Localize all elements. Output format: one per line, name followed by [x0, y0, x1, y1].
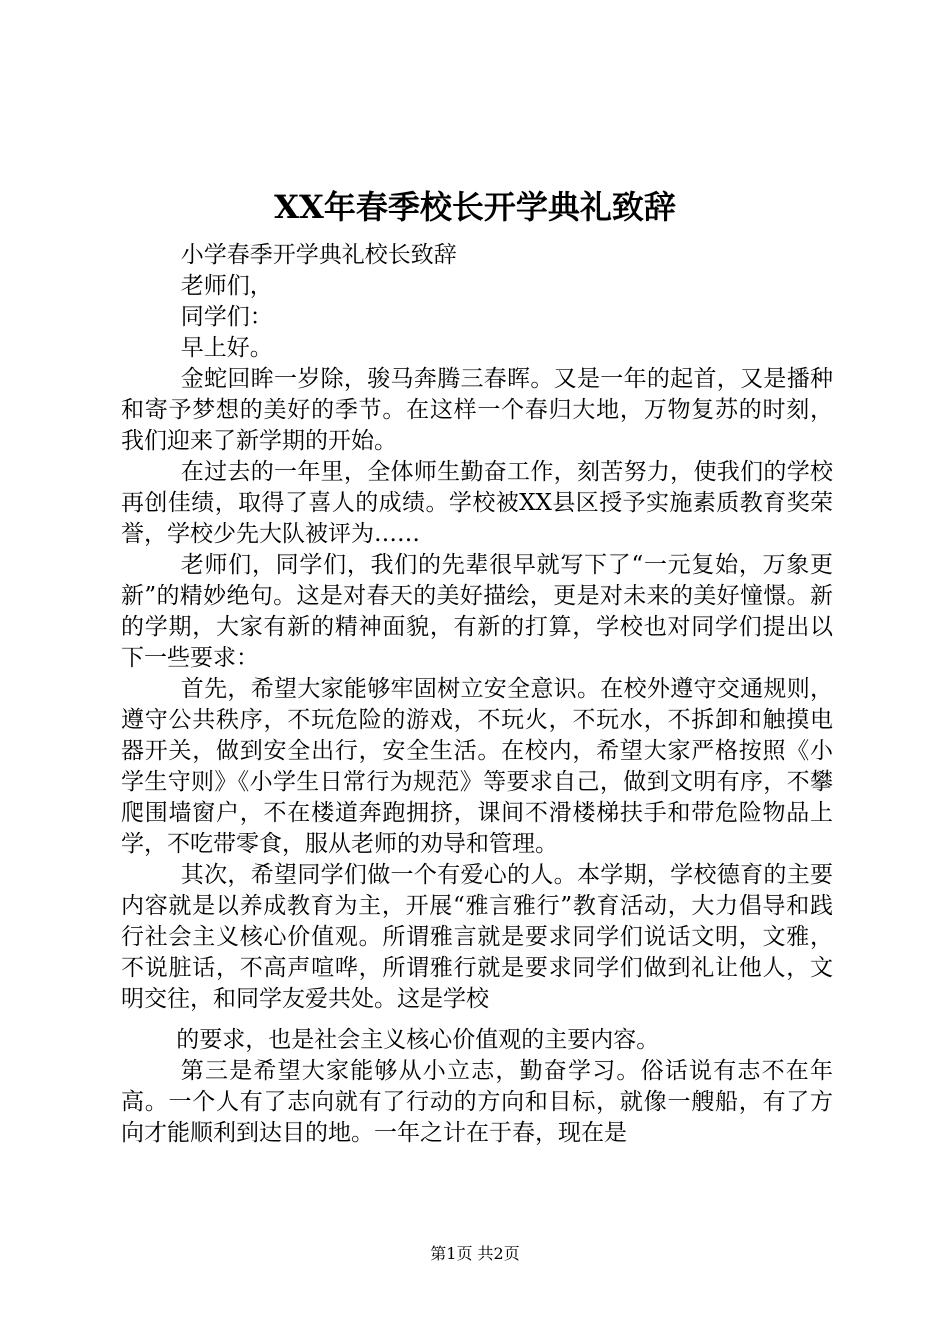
- salutation-teachers: 老师们，: [180, 273, 273, 299]
- subtitle-paragraph: 小学春季开学典礼校长致辞: [180, 242, 457, 268]
- paragraph-past-year: 在过去的一年里，全体师生勤奋工作，刻苦努力，使我们的学校再创佳绩，取得了喜人的成绩。学校被XX县区授予实施素质教育奖荣誉，学校少先大队被评为……: [121, 459, 833, 547]
- page-footer: 第1页 共2页: [430, 1244, 520, 1263]
- paragraph-caring: 其次，希望同学们做一个有爱心的人。本学期，学校德育的主要内容就是以养成教育为主，开展“雅言雅行”教育活动，大力倡导和践行社会主义核心价值观。所谓雅言就是要求同学们说话文明，文雅，不说脏话，不高声喧哗，所谓雅行就是要求同学们做到礼让他人，文明交往，和同学友爱共处。这是学校: [121, 862, 833, 1012]
- paragraph-ambition: 第三是希望大家能够从小立志，勤奋学习。俗话说有志不在年高。一个人有了志向就有了行动的方向和目标，就像一艘船，有了方向才能顺利到达目的地。一年之计在于春，现在是: [121, 1058, 833, 1146]
- document-body: [121, 240, 833, 1149]
- document-title: XX年春季校长开学典礼致辞: [274, 188, 676, 226]
- paragraph-new-semester: 老师们，同学们，我们的先辈很早就写下了“一元复始，万象更新”的精妙绝句。这是对春天的美好描绘，更是对未来的美好憧憬。新的学期，大家有新的精神面貌，有新的打算，学校也对同学们提出以下一些要求：: [121, 552, 833, 671]
- salutation-students: 同学们：: [180, 304, 273, 330]
- paragraph-safety: 首先，希望大家能够牢固树立安全意识。在校外遵守交通规则，遵守公共秩序，不玩危险的游戏，不玩火，不玩水，不拆卸和触摸电器开关，做到安全出行，安全生活。在校内，希望大家严格按照《小学生守则》《小学生日常行为规范》等要求自己，做到文明有序，不攀爬围墙窗户，不在楼道奔跑拥挤，课间不滑楼梯扶手和带危险物品上学，不吃带零食，服从老师的劝导和管理。: [121, 676, 833, 857]
- paragraph-opening: 金蛇回眸一岁除，骏马奔腾三春晖。又是一年的起首，又是播种和寄予梦想的美好的季节。在这样一个春归大地，万物复苏的时刻，我们迎来了新学期的开始。: [121, 366, 833, 454]
- greeting: 早上好。: [180, 335, 273, 361]
- paragraph-requirements: 的要求，也是社会主义核心价值观的主要内容。: [176, 1027, 660, 1053]
